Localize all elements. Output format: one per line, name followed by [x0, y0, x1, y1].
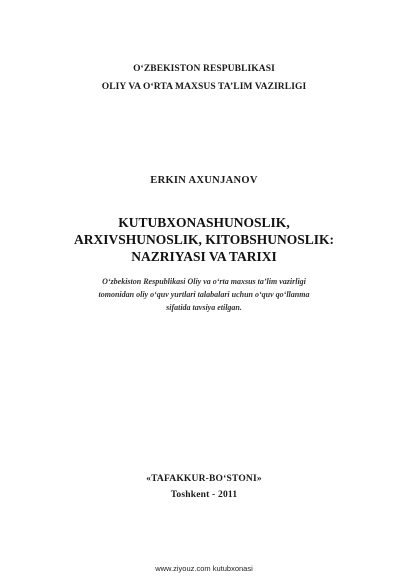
city-and-year: Toshkent - 2011: [170, 490, 238, 500]
book-title-line-2: ARXIVSHUNOSLIK, KITOBSHUNOSLIK:: [73, 232, 335, 247]
footer-watermark-url: www.ziyouz.com kutubxonasi: [155, 564, 253, 573]
approval-note-line-2: tomonidan oliy o‘quv yurtlari talabalari uchun o‘quv qo‘llanma: [98, 290, 310, 299]
approval-note-line-1: O‘zbekiston Respublikasi Oliy va o‘rta maxsus ta’lim vazirligi: [102, 277, 306, 286]
author-name: ERKIN AXUNJANOV: [150, 175, 258, 186]
approval-note-line-3: sifatida tavsiya etilgan.: [166, 303, 242, 312]
book-title-line-3: NAZRIYASI VA TARIXI: [131, 249, 277, 264]
publisher-name: «TAFAKKUR-BO‘STONI»: [146, 474, 262, 484]
ministry-name-line: OLIY VA O‘RTA MAXSUS TA’LIM VAZIRLIGI: [101, 82, 307, 92]
book-title-line-1: KUTUBXONASHUNOSLIK,: [118, 215, 290, 230]
ministry-country-line: O‘ZBEKISTON RESPUBLIKASI: [133, 64, 275, 74]
